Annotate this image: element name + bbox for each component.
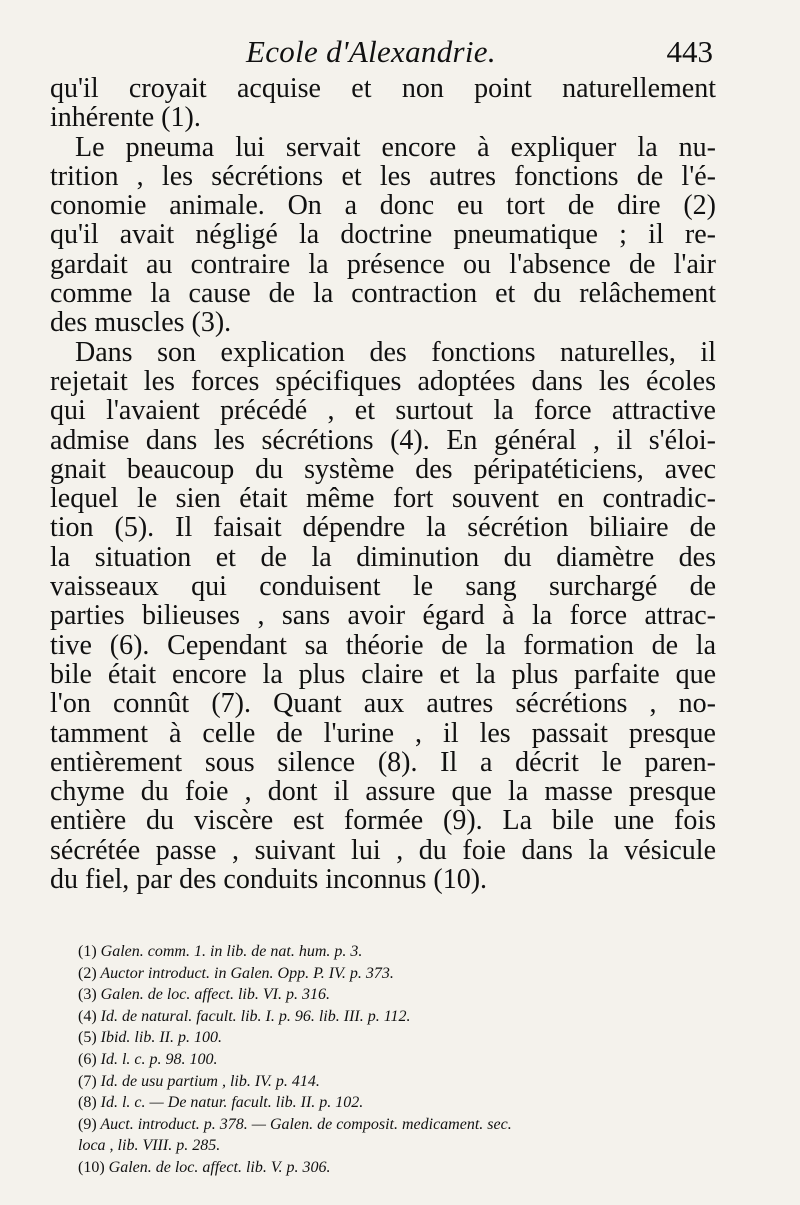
footnote: (3) Galen. de loc. affect. lib. VI. p. 316.	[78, 986, 330, 1004]
text-line: bile était encore la plus claire et la plus parfaite que	[50, 658, 716, 690]
text-line: rejetait les forces spécifiques adoptées dans les écoles	[50, 365, 716, 397]
footnotes	[78, 941, 723, 1179]
text-line: trition , les sécrétions et les autres fonctions de l'é-	[50, 160, 716, 192]
text-line: lequel le sien était même fort souvent en contradic-	[50, 483, 716, 515]
text-line: la situation et de la diminution du diamètre des	[50, 541, 716, 573]
text-line: Le pneuma lui servait encore à expliquer la nu-	[75, 131, 716, 163]
text-line: comme la cause de la contraction et du relâchement	[50, 278, 716, 310]
text-line: gardait au contraire la présence ou l'absence de l'air	[50, 248, 716, 280]
text-line: vaisseaux qui conduisent le sang surchargé de	[50, 571, 716, 603]
text-line: des muscles (3).	[50, 307, 232, 339]
text-line: sécrétée passe , suivant lui , du foie dans la vésicule	[50, 834, 716, 866]
text-line: parties bilieuses , sans avoir égard à la force attrac-	[50, 600, 716, 632]
running-header	[50, 34, 715, 74]
text-line: tamment à celle de l'urine , il les passait presque	[50, 717, 716, 749]
text-line: admise dans les sécrétions (4). En général , il s'éloi-	[50, 424, 716, 456]
text-line: l'on connût (7). Quant aux autres sécrétions , no-	[50, 688, 716, 720]
footnote: (1) Galen. comm. 1. in lib. de nat. hum. p. 3.	[78, 943, 363, 960]
text-line: entière du viscère est formée (9). La bile une fois	[50, 805, 716, 837]
text-line: gnait beaucoup du système des péripatéticiens, avec	[50, 453, 716, 485]
footnote: (8) Id. l. c. — De natur. facult. lib. II. p. 102.	[78, 1094, 364, 1112]
footnote: (7) Id. de usu partium , lib. IV. p. 414.	[78, 1072, 320, 1090]
text-line: inhérente (1).	[50, 102, 201, 134]
text-line: qu'il avait négligé la doctrine pneumatique ; il re-	[50, 219, 716, 251]
text-line: qu'il croyait acquise et non point naturellement	[50, 73, 716, 104]
text-line: conomie animale. On a donc eu tort de dire (2)	[50, 190, 716, 222]
page-number: 443	[666, 34, 713, 69]
footnote: (10) Galen. de loc. affect. lib. V. p. 306.	[78, 1158, 331, 1176]
text-line: tive (6). Cependant sa théorie de la formation de la	[50, 629, 716, 661]
text-line: tion (5). Il faisait dépendre la sécrétion biliaire de	[50, 512, 716, 544]
text-line: qui l'avaient précédé , et surtout la force attractive	[50, 395, 716, 427]
footnote: (4) Id. de natural. facult. lib. I. p. 96. lib. III. p. 112.	[78, 1007, 411, 1025]
footnote: (5) Ibid. lib. II. p. 100.	[78, 1029, 222, 1047]
text-line: entièrement sous silence (8). Il a décrit le paren-	[50, 746, 716, 778]
footnote: (9) Auct. introduct. p. 378. — Galen. de composit. medicament. sec.	[78, 1115, 512, 1133]
footnote: (2) Auctor introduct. in Galen. Opp. P. IV. p. 373.	[78, 964, 394, 982]
body-text	[50, 74, 716, 894]
footnote-continuation: loca , lib. VIII. p. 285.	[78, 1137, 221, 1155]
text-line: du fiel, par des conduits inconnus (10).	[50, 864, 488, 896]
text-line: Dans son explication des fonctions naturelles, il	[75, 336, 716, 368]
footnote: (6) Id. l. c. p. 98. 100.	[78, 1050, 218, 1068]
running-title: Ecole d'Alexandrie.	[246, 34, 496, 69]
text-line: chyme du foie , dont il assure que la masse presque	[50, 776, 716, 808]
